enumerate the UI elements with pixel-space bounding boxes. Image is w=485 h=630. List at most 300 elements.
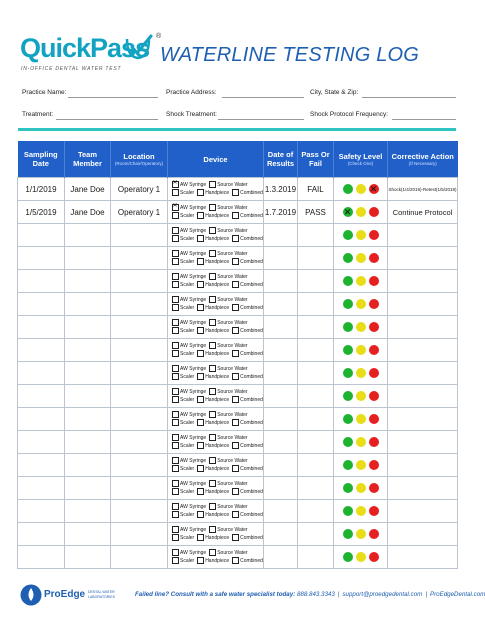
device-checkbox[interactable] [172, 434, 179, 441]
corrective-action-cell[interactable] [388, 362, 458, 385]
team-member-cell[interactable] [65, 224, 111, 247]
pass-or-fail-cell[interactable] [298, 477, 334, 500]
safety-yellow-dot[interactable] [356, 207, 366, 217]
device-checkbox[interactable] [209, 181, 216, 188]
pass-or-fail-cell[interactable] [298, 523, 334, 546]
date-of-results-cell[interactable] [264, 408, 298, 431]
shock-treatment-field[interactable] [218, 119, 304, 120]
device-option-combined[interactable] [232, 374, 263, 380]
corrective-action-cell[interactable] [388, 408, 458, 431]
device-option-handpiece[interactable] [197, 236, 229, 242]
footer-phone[interactable]: 888.843.3343 [296, 591, 335, 598]
date-of-results-cell[interactable] [264, 224, 298, 247]
location-cell[interactable] [111, 362, 168, 385]
safety-yellow-dot[interactable] [356, 230, 366, 240]
safety-red-dot[interactable] [369, 230, 379, 240]
device-checkbox[interactable] [209, 250, 216, 257]
team-member-cell[interactable] [65, 385, 111, 408]
safety-green-dot[interactable] [343, 299, 353, 309]
location-cell[interactable] [111, 523, 168, 546]
footer-email[interactable]: support@proedgedental.com [342, 591, 423, 598]
safety-green-dot[interactable] [343, 230, 353, 240]
pass-or-fail-cell[interactable] [298, 316, 334, 339]
device-option-scaler[interactable] [172, 443, 194, 449]
sampling-date-cell[interactable] [18, 385, 65, 408]
device-checkbox[interactable] [232, 373, 239, 380]
device-option-scaler[interactable] [172, 535, 194, 541]
sampling-date-cell[interactable] [18, 362, 65, 385]
date-of-results-cell[interactable] [264, 293, 298, 316]
device-checkbox[interactable] [172, 212, 179, 219]
device-checkbox[interactable] [172, 373, 179, 380]
device-checkbox[interactable] [172, 281, 179, 288]
safety-red-dot[interactable] [369, 414, 379, 424]
device-option-aw-syringe[interactable] [172, 274, 206, 280]
device-checkbox[interactable] [197, 488, 204, 495]
date-of-results-cell[interactable] [264, 454, 298, 477]
device-option-handpiece[interactable] [197, 443, 229, 449]
device-option-scaler[interactable] [172, 351, 194, 357]
device-checkbox[interactable] [172, 557, 179, 564]
device-option-handpiece[interactable] [197, 489, 229, 495]
device-option-combined[interactable] [232, 466, 263, 472]
device-checkbox[interactable] [197, 350, 204, 357]
device-checkbox[interactable] [209, 526, 216, 533]
date-of-results-cell[interactable] [264, 362, 298, 385]
safety-green-dot[interactable] [343, 207, 353, 217]
device-option-combined[interactable] [232, 305, 263, 311]
device-option-handpiece[interactable] [197, 420, 229, 426]
shock-protocol-frequency-field[interactable] [392, 119, 456, 120]
device-checkbox[interactable] [172, 250, 179, 257]
safety-green-dot[interactable] [343, 437, 353, 447]
safety-red-dot[interactable] [369, 552, 379, 562]
device-checkbox[interactable] [197, 419, 204, 426]
treatment-field[interactable] [56, 119, 158, 120]
device-checkbox[interactable] [232, 212, 239, 219]
device-option-aw-syringe[interactable] [172, 297, 206, 303]
safety-green-dot[interactable] [343, 345, 353, 355]
sampling-date-cell[interactable] [18, 293, 65, 316]
device-option-source-water[interactable] [209, 412, 247, 418]
location-cell[interactable] [111, 431, 168, 454]
device-checkbox[interactable] [209, 204, 216, 211]
safety-green-dot[interactable] [343, 460, 353, 470]
safety-green-dot[interactable] [343, 368, 353, 378]
device-option-source-water[interactable] [209, 458, 247, 464]
corrective-action-cell[interactable] [388, 500, 458, 523]
device-checkbox[interactable] [172, 442, 179, 449]
safety-green-dot[interactable] [343, 483, 353, 493]
location-cell[interactable] [111, 408, 168, 431]
safety-yellow-dot[interactable] [356, 276, 366, 286]
sampling-date-cell[interactable] [18, 500, 65, 523]
device-option-source-water[interactable] [209, 228, 247, 234]
device-checkbox[interactable] [172, 327, 179, 334]
safety-red-dot[interactable] [369, 437, 379, 447]
device-option-handpiece[interactable] [197, 328, 229, 334]
device-option-source-water[interactable] [209, 343, 247, 349]
device-checkbox[interactable] [232, 235, 239, 242]
device-option-aw-syringe[interactable] [172, 182, 206, 188]
device-option-source-water[interactable] [209, 320, 247, 326]
pass-or-fail-cell[interactable] [298, 224, 334, 247]
device-checkbox[interactable] [209, 296, 216, 303]
device-option-scaler[interactable] [172, 259, 194, 265]
safety-green-dot[interactable] [343, 322, 353, 332]
location-cell[interactable] [111, 293, 168, 316]
corrective-action-cell[interactable] [388, 339, 458, 362]
device-checkbox[interactable] [172, 235, 179, 242]
date-of-results-cell[interactable] [264, 523, 298, 546]
safety-yellow-dot[interactable] [356, 552, 366, 562]
safety-yellow-dot[interactable] [356, 460, 366, 470]
device-option-combined[interactable] [232, 535, 263, 541]
location-cell[interactable] [111, 546, 168, 569]
safety-yellow-dot[interactable] [356, 437, 366, 447]
pass-or-fail-cell[interactable]: PASS [298, 201, 334, 224]
device-checkbox[interactable] [172, 319, 179, 326]
device-checkbox[interactable] [209, 480, 216, 487]
device-checkbox[interactable] [172, 534, 179, 541]
device-option-combined[interactable] [232, 328, 263, 334]
practice-address-field[interactable] [222, 97, 304, 98]
date-of-results-cell[interactable] [264, 339, 298, 362]
pass-or-fail-cell[interactable] [298, 454, 334, 477]
corrective-action-cell[interactable] [388, 316, 458, 339]
device-option-scaler[interactable] [172, 420, 194, 426]
location-cell[interactable] [111, 385, 168, 408]
corrective-action-cell[interactable] [388, 546, 458, 569]
device-option-aw-syringe[interactable] [172, 458, 206, 464]
location-cell[interactable] [111, 316, 168, 339]
device-checkbox[interactable] [197, 396, 204, 403]
safety-yellow-dot[interactable] [356, 368, 366, 378]
device-checkbox[interactable] [172, 549, 179, 556]
safety-green-dot[interactable] [343, 529, 353, 539]
location-cell[interactable] [111, 454, 168, 477]
device-option-aw-syringe[interactable] [172, 228, 206, 234]
corrective-action-cell[interactable] [388, 224, 458, 247]
safety-red-dot[interactable] [369, 368, 379, 378]
device-option-source-water[interactable] [209, 504, 247, 510]
device-option-scaler[interactable] [172, 213, 194, 219]
device-checkbox[interactable] [172, 181, 179, 188]
device-option-combined[interactable] [232, 397, 263, 403]
device-checkbox[interactable] [232, 442, 239, 449]
safety-red-dot[interactable] [369, 345, 379, 355]
device-option-handpiece[interactable] [197, 282, 229, 288]
device-checkbox[interactable] [172, 296, 179, 303]
safety-yellow-dot[interactable] [356, 391, 366, 401]
device-checkbox[interactable] [232, 419, 239, 426]
device-option-aw-syringe[interactable] [172, 504, 206, 510]
city-state-zip-field[interactable] [362, 97, 456, 98]
sampling-date-cell[interactable]: 1/5/2019 [18, 201, 65, 224]
location-cell[interactable] [111, 339, 168, 362]
device-option-handpiece[interactable] [197, 397, 229, 403]
safety-green-dot[interactable] [343, 276, 353, 286]
team-member-cell[interactable] [65, 247, 111, 270]
sampling-date-cell[interactable] [18, 431, 65, 454]
safety-yellow-dot[interactable] [356, 506, 366, 516]
device-checkbox[interactable] [172, 365, 179, 372]
device-checkbox[interactable] [209, 503, 216, 510]
safety-red-dot[interactable] [369, 460, 379, 470]
sampling-date-cell[interactable] [18, 270, 65, 293]
device-option-source-water[interactable] [209, 366, 247, 372]
team-member-cell[interactable] [65, 362, 111, 385]
device-option-handpiece[interactable] [197, 374, 229, 380]
safety-red-dot[interactable] [369, 322, 379, 332]
device-option-combined[interactable] [232, 282, 263, 288]
device-checkbox[interactable] [197, 189, 204, 196]
pass-or-fail-cell[interactable]: FAIL [298, 178, 334, 201]
device-option-handpiece[interactable] [197, 213, 229, 219]
device-checkbox[interactable] [232, 511, 239, 518]
safety-yellow-dot[interactable] [356, 299, 366, 309]
device-checkbox[interactable] [172, 411, 179, 418]
device-option-scaler[interactable] [172, 305, 194, 311]
device-checkbox[interactable] [197, 465, 204, 472]
device-option-aw-syringe[interactable] [172, 389, 206, 395]
device-checkbox[interactable] [197, 327, 204, 334]
device-checkbox[interactable] [172, 511, 179, 518]
device-checkbox[interactable] [172, 388, 179, 395]
safety-yellow-dot[interactable] [356, 253, 366, 263]
device-option-aw-syringe[interactable] [172, 320, 206, 326]
device-checkbox[interactable] [232, 465, 239, 472]
device-checkbox[interactable] [232, 258, 239, 265]
device-checkbox[interactable] [232, 488, 239, 495]
device-option-combined[interactable] [232, 259, 263, 265]
safety-green-dot[interactable] [343, 506, 353, 516]
pass-or-fail-cell[interactable] [298, 270, 334, 293]
device-checkbox[interactable] [172, 480, 179, 487]
device-option-source-water[interactable] [209, 297, 247, 303]
device-checkbox[interactable] [232, 189, 239, 196]
device-option-scaler[interactable] [172, 236, 194, 242]
device-checkbox[interactable] [209, 549, 216, 556]
device-option-scaler[interactable] [172, 397, 194, 403]
device-checkbox[interactable] [172, 457, 179, 464]
date-of-results-cell[interactable] [264, 385, 298, 408]
safety-yellow-dot[interactable] [356, 529, 366, 539]
device-option-combined[interactable] [232, 213, 263, 219]
device-checkbox[interactable] [197, 212, 204, 219]
corrective-action-cell[interactable] [388, 247, 458, 270]
device-checkbox[interactable] [197, 281, 204, 288]
device-checkbox[interactable] [232, 327, 239, 334]
safety-red-dot[interactable] [369, 276, 379, 286]
device-checkbox[interactable] [172, 304, 179, 311]
device-checkbox[interactable] [209, 365, 216, 372]
team-member-cell[interactable]: Jane Doe [65, 178, 111, 201]
location-cell[interactable] [111, 224, 168, 247]
device-checkbox[interactable] [209, 457, 216, 464]
device-checkbox[interactable] [172, 273, 179, 280]
device-checkbox[interactable] [197, 258, 204, 265]
sampling-date-cell[interactable] [18, 477, 65, 500]
device-option-combined[interactable] [232, 558, 263, 564]
sampling-date-cell[interactable] [18, 408, 65, 431]
device-option-aw-syringe[interactable] [172, 251, 206, 257]
sampling-date-cell[interactable] [18, 454, 65, 477]
date-of-results-cell[interactable] [264, 270, 298, 293]
practice-name-field[interactable] [68, 97, 158, 98]
device-checkbox[interactable] [172, 488, 179, 495]
device-checkbox[interactable] [172, 350, 179, 357]
device-option-aw-syringe[interactable] [172, 481, 206, 487]
safety-red-dot[interactable] [369, 529, 379, 539]
device-checkbox[interactable] [197, 557, 204, 564]
team-member-cell[interactable] [65, 339, 111, 362]
device-option-combined[interactable] [232, 351, 263, 357]
device-option-source-water[interactable] [209, 274, 247, 280]
pass-or-fail-cell[interactable] [298, 247, 334, 270]
device-option-combined[interactable] [232, 489, 263, 495]
safety-red-dot[interactable] [369, 506, 379, 516]
device-option-scaler[interactable] [172, 558, 194, 564]
footer-website[interactable]: ProEdgeDental.com [429, 591, 485, 598]
location-cell[interactable]: Operatory 1 [111, 178, 168, 201]
date-of-results-cell[interactable] [264, 431, 298, 454]
device-option-handpiece[interactable] [197, 190, 229, 196]
safety-green-dot[interactable] [343, 253, 353, 263]
device-checkbox[interactable] [232, 304, 239, 311]
device-option-aw-syringe[interactable] [172, 527, 206, 533]
date-of-results-cell[interactable] [264, 546, 298, 569]
device-option-handpiece[interactable] [197, 351, 229, 357]
corrective-action-cell[interactable] [388, 293, 458, 316]
device-checkbox[interactable] [232, 557, 239, 564]
date-of-results-cell[interactable]: 1.3.2019 [264, 178, 298, 201]
device-checkbox[interactable] [232, 281, 239, 288]
device-option-aw-syringe[interactable] [172, 435, 206, 441]
team-member-cell[interactable] [65, 546, 111, 569]
device-checkbox[interactable] [197, 442, 204, 449]
location-cell[interactable] [111, 270, 168, 293]
sampling-date-cell[interactable] [18, 224, 65, 247]
corrective-action-cell[interactable] [388, 454, 458, 477]
device-option-combined[interactable] [232, 236, 263, 242]
location-cell[interactable] [111, 477, 168, 500]
safety-yellow-dot[interactable] [356, 184, 366, 194]
sampling-date-cell[interactable] [18, 339, 65, 362]
device-checkbox[interactable] [172, 258, 179, 265]
device-checkbox[interactable] [172, 342, 179, 349]
device-checkbox[interactable] [172, 419, 179, 426]
team-member-cell[interactable] [65, 523, 111, 546]
device-option-scaler[interactable] [172, 489, 194, 495]
device-checkbox[interactable] [172, 396, 179, 403]
location-cell[interactable]: Operatory 1 [111, 201, 168, 224]
pass-or-fail-cell[interactable] [298, 408, 334, 431]
safety-red-dot[interactable] [369, 184, 379, 194]
device-option-source-water[interactable] [209, 251, 247, 257]
sampling-date-cell[interactable]: 1/1/2019 [18, 178, 65, 201]
location-cell[interactable] [111, 247, 168, 270]
date-of-results-cell[interactable] [264, 500, 298, 523]
device-checkbox[interactable] [209, 411, 216, 418]
date-of-results-cell[interactable] [264, 316, 298, 339]
device-checkbox[interactable] [232, 350, 239, 357]
pass-or-fail-cell[interactable] [298, 362, 334, 385]
device-option-scaler[interactable] [172, 282, 194, 288]
device-checkbox[interactable] [172, 503, 179, 510]
safety-yellow-dot[interactable] [356, 322, 366, 332]
corrective-action-cell[interactable] [388, 523, 458, 546]
safety-green-dot[interactable] [343, 391, 353, 401]
corrective-action-cell[interactable]: Shock(1/4/2019)-Retest(1/5/2019) [388, 178, 458, 201]
device-option-aw-syringe[interactable] [172, 412, 206, 418]
device-checkbox[interactable] [209, 227, 216, 234]
device-option-scaler[interactable] [172, 328, 194, 334]
team-member-cell[interactable]: Jane Doe [65, 201, 111, 224]
pass-or-fail-cell[interactable] [298, 500, 334, 523]
team-member-cell[interactable] [65, 431, 111, 454]
device-checkbox[interactable] [209, 273, 216, 280]
sampling-date-cell[interactable] [18, 316, 65, 339]
safety-green-dot[interactable] [343, 552, 353, 562]
corrective-action-cell[interactable] [388, 385, 458, 408]
device-option-handpiece[interactable] [197, 535, 229, 541]
sampling-date-cell[interactable] [18, 247, 65, 270]
team-member-cell[interactable] [65, 408, 111, 431]
device-option-handpiece[interactable] [197, 466, 229, 472]
device-checkbox[interactable] [197, 534, 204, 541]
corrective-action-cell[interactable]: Continue Protocol [388, 201, 458, 224]
device-checkbox[interactable] [197, 373, 204, 380]
device-option-aw-syringe[interactable] [172, 205, 206, 211]
corrective-action-cell[interactable] [388, 431, 458, 454]
device-option-scaler[interactable] [172, 190, 194, 196]
device-option-source-water[interactable] [209, 435, 247, 441]
device-option-combined[interactable] [232, 420, 263, 426]
device-option-combined[interactable] [232, 190, 263, 196]
location-cell[interactable] [111, 500, 168, 523]
device-option-source-water[interactable] [209, 481, 247, 487]
device-option-scaler[interactable] [172, 374, 194, 380]
sampling-date-cell[interactable] [18, 523, 65, 546]
device-checkbox[interactable] [172, 227, 179, 234]
device-option-handpiece[interactable] [197, 305, 229, 311]
device-option-combined[interactable] [232, 512, 263, 518]
safety-yellow-dot[interactable] [356, 345, 366, 355]
device-checkbox[interactable] [209, 319, 216, 326]
device-option-source-water[interactable] [209, 389, 247, 395]
device-checkbox[interactable] [209, 388, 216, 395]
device-checkbox[interactable] [172, 526, 179, 533]
device-checkbox[interactable] [209, 342, 216, 349]
device-checkbox[interactable] [232, 396, 239, 403]
device-option-combined[interactable] [232, 443, 263, 449]
pass-or-fail-cell[interactable] [298, 385, 334, 408]
safety-green-dot[interactable] [343, 184, 353, 194]
device-option-source-water[interactable] [209, 527, 247, 533]
corrective-action-cell[interactable] [388, 270, 458, 293]
device-checkbox[interactable] [197, 511, 204, 518]
device-option-aw-syringe[interactable] [172, 366, 206, 372]
date-of-results-cell[interactable] [264, 477, 298, 500]
device-option-scaler[interactable] [172, 512, 194, 518]
device-option-aw-syringe[interactable] [172, 343, 206, 349]
pass-or-fail-cell[interactable] [298, 431, 334, 454]
device-option-aw-syringe[interactable] [172, 550, 206, 556]
date-of-results-cell[interactable]: 1.7.2019 [264, 201, 298, 224]
device-option-handpiece[interactable] [197, 259, 229, 265]
device-checkbox[interactable] [172, 465, 179, 472]
